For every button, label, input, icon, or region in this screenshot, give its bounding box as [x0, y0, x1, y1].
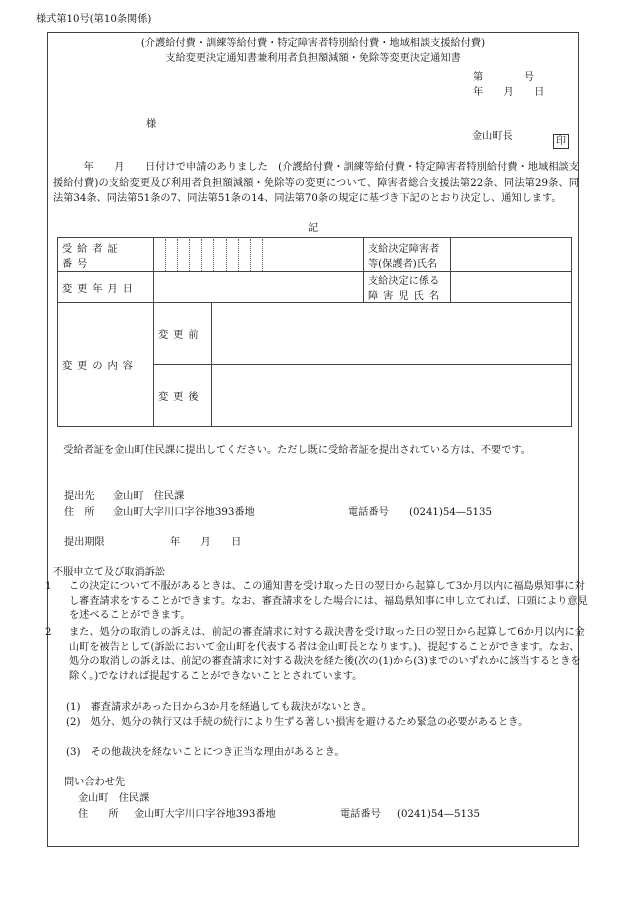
- cert-number-label: 受給者証 番号: [58, 238, 154, 272]
- before-label: 変更前: [154, 303, 212, 365]
- child-name-value: [451, 272, 572, 303]
- submit-to-value: 金山町 住民課: [113, 491, 185, 502]
- phone-value: (0241)54—5135: [409, 507, 492, 518]
- document-number: 第 号: [473, 72, 535, 83]
- before-value: [212, 303, 572, 365]
- inquiry-phone: (0241)54—5135: [397, 809, 480, 820]
- condition-2: (2) 処分、処分の執行又は手続の続行により生ずる著しい損害を避けるため緊急の必要があるとき。: [66, 717, 529, 728]
- holder-name-value: [451, 238, 572, 272]
- inquiry-address-label: 住 所: [78, 809, 119, 820]
- deadline-label: 提出期限: [64, 537, 105, 548]
- submit-to-label: 提出先: [64, 491, 95, 502]
- objection-heading: 不服申立て及び取消訴訟: [53, 567, 166, 578]
- title-line-1: (介護給付費・訓練等給付費・特定障害者特別給付費・地域相談支援給付費): [140, 38, 486, 49]
- objection-item-2: 2 また、処分の取消しの訴えは、前記の審査請求に対する裁決書を受け取った日の翌日から起算して6か月以内に金山町を被告として(訴訟において金山町を代表する者は金山町長となります。)、提起することができます。なお、処分の取消しの訴えは、前記の審査請求に対する裁決を経た後(次の(1)から(3)までのいずれかに該当するときを除く。)でなければ提起することができないこととされています。: [45, 627, 585, 682]
- detail-table: [57, 237, 572, 427]
- issue-date: 年 月 日: [473, 87, 545, 98]
- condition-1: (1) 審査請求があった日から3か月を経過しても裁決がないとき。: [66, 702, 372, 713]
- inquiry-heading: 問い合わせ先: [64, 777, 126, 788]
- form-label: 様式第10号(第10条関係): [36, 14, 152, 25]
- after-label: 変更後: [154, 365, 212, 427]
- submit-notice: 受給者証を金山町住民課に提出してください。ただし既に受給者証を提出されている方は、不要です。: [63, 445, 531, 456]
- objection-item-1: 1 この決定について不服があるときは、この通知書を受け取った日の翌日から起算して3か月以内に福島県知事に対し審査請求をすることができます。なお、審査請求をした場合には、福島県知事に申し立てれば、口頭により意見を述べることができます。: [45, 581, 588, 621]
- inquiry-phone-label: 電話番号: [340, 809, 381, 820]
- cert-number-boxes: [154, 238, 364, 272]
- inquiry-address: 金山町大字川口字谷地393番地: [134, 809, 276, 820]
- document-title: [47, 37, 579, 66]
- issuer-name: 金山町長: [472, 131, 513, 142]
- phone-label: 電話番号: [348, 507, 389, 518]
- address-label: 住 所: [64, 507, 95, 518]
- intro-paragraph: 年 月 日付けで申請のありました (介護給付費・訓練等給付費・特定障害者特別給付費・地域相談支援給付費)の支給変更及び利用者負担額減額・免除等の変更について、障害者総合支援法第22条、同法第29条、同法第34条、同法第51条の7、同法第51条の14、同法第70条の規定に基づき下記のとおり決定し、通知します。: [53, 162, 579, 204]
- addressee-suffix: 様: [146, 119, 157, 130]
- deadline-value: 年 月 日: [170, 537, 242, 548]
- seal-text: 印: [553, 134, 569, 149]
- holder-name-label: 支給決定障害者 等(保護者)氏名: [364, 238, 451, 272]
- seal-mark: [553, 129, 569, 149]
- change-date-label: 変更年月日: [58, 272, 154, 303]
- change-content-label: 変更の内容: [58, 303, 154, 427]
- after-value: [212, 365, 572, 427]
- change-date-value: [154, 272, 364, 303]
- condition-3: (3) その他裁決を経ないことにつき正当な理由があるとき。: [66, 747, 345, 758]
- title-line-2: 支給変更決定通知書兼利用者負担額減額・免除等変更決定通知書: [165, 52, 461, 64]
- address-value: 金山町大字川口字谷地393番地: [113, 507, 255, 518]
- inquiry-dept: 金山町 住民課: [78, 793, 150, 804]
- child-name-label: 支給決定に係る 障害児氏名: [364, 272, 451, 303]
- ki-mark: 記: [308, 223, 319, 234]
